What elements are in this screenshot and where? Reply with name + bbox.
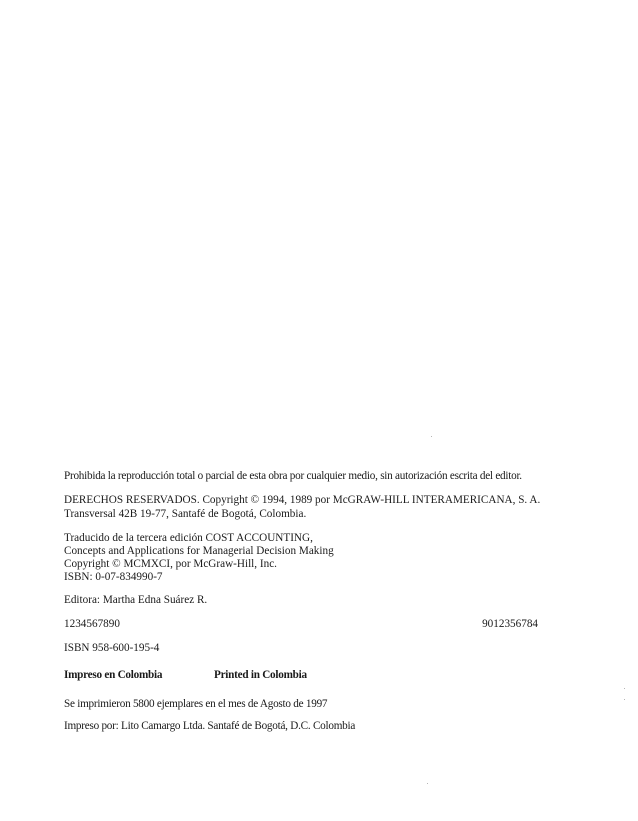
- rights-line-2: Transversal 42B 19-77, Santafé de Bogotá, Colombia.: [64, 508, 307, 520]
- translation-line-3: Copyright © MCMXCI, por McGraw-Hill, Inc.: [64, 558, 277, 570]
- print-run: Se imprimieron 5800 ejemplares en el mes de Agosto de 1997: [64, 698, 328, 710]
- scan-speck: [431, 436, 432, 437]
- translation-isbn: ISBN: 0-07-834990-7: [64, 571, 163, 583]
- editor-credit: Editora: Martha Edna Suárez R.: [64, 594, 208, 606]
- translation-line-2: Concepts and Applications for Managerial Decision Making: [64, 545, 334, 557]
- scan-speck: [427, 783, 428, 784]
- printed-in-english: Printed in Colombia: [214, 669, 307, 681]
- reproduction-notice: Prohibida la reproducción total o parcial de esta obra por cualquier medio, sin autorización escrita del editor.: [64, 470, 522, 482]
- scan-speck: [624, 688, 625, 689]
- print-code-left: 1234567890: [64, 618, 120, 630]
- rights-line-1: DERECHOS RESERVADOS. Copyright © 1994, 1989 por McGRAW-HILL INTERAMERICANA, S. A.: [64, 494, 541, 506]
- scan-speck: [624, 699, 625, 700]
- printer-credit: Impreso por: Lito Camargo Ltda. Santafé de Bogotá, D.C. Colombia: [64, 720, 356, 732]
- printed-in-spanish: Impreso en Colombia: [64, 669, 163, 681]
- isbn: ISBN 958-600-195-4: [64, 642, 160, 654]
- translation-line-1: Traducido de la tercera edición COST ACCOUNTING,: [64, 532, 313, 544]
- print-code-right: 9012356784: [482, 618, 538, 630]
